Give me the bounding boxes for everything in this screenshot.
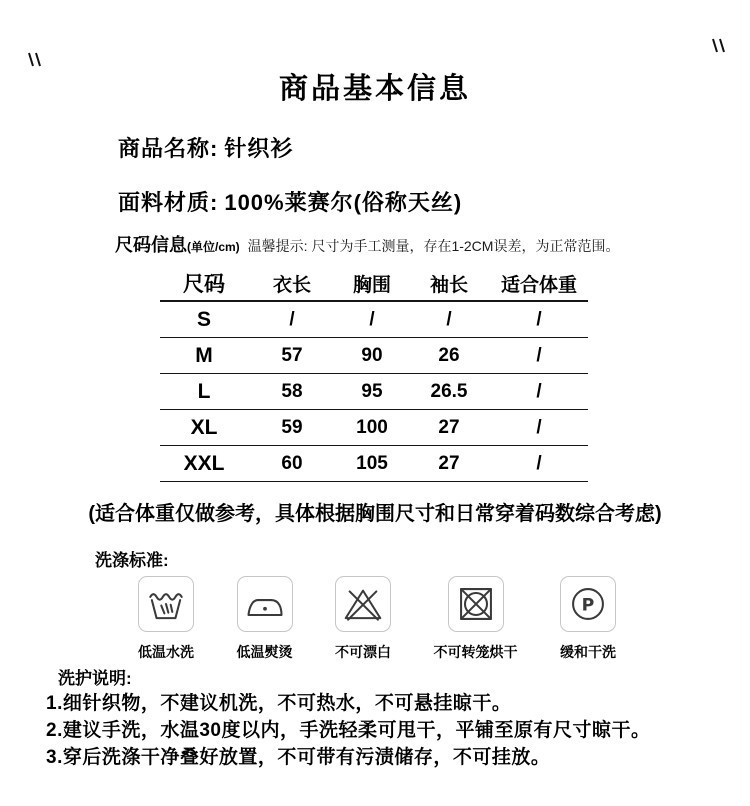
washing-standard-title: 洗涤标准: — [95, 551, 169, 570]
table-row-s — [160, 302, 588, 338]
table-row-xl — [160, 410, 588, 446]
washing-icons-row — [138, 576, 616, 662]
decorative-mark — [708, 36, 728, 56]
care-line-3: 3.穿后洗涤干净叠好放置，不可带有污渍储存，不可挂放。 — [46, 747, 551, 768]
svg-text:P: P — [581, 595, 595, 616]
size-info-tip: 温馨提示: 尺寸为手工测量，存在1-2CM误差，为正常范围。 — [247, 238, 620, 254]
cell-size: XL — [190, 415, 218, 439]
size-info-unit: (单位/cm) — [187, 240, 240, 254]
fabric-material-row — [118, 186, 462, 217]
size-table-header — [160, 266, 588, 302]
table-row-l — [160, 374, 588, 410]
care-line-2: 2.建议手洗，水温30度以内，手洗轻柔可甩干，平铺至原有尺寸晾干。 — [46, 720, 651, 741]
care-instructions — [46, 690, 736, 771]
cell-sleeve: 27 — [438, 416, 460, 438]
cell-bust: 100 — [356, 416, 388, 438]
cell-length: 58 — [281, 380, 303, 402]
wash-item-hand-wash — [138, 576, 194, 662]
product-name-value: 针织衫 — [224, 136, 294, 161]
wash-label: 低温熨烫 — [236, 644, 293, 660]
size-info-row — [115, 231, 619, 257]
col-header-bust: 胸围 — [352, 274, 391, 296]
dry-clean-p-icon — [560, 576, 616, 632]
iron-icon — [237, 576, 293, 632]
table-row-m — [160, 338, 588, 374]
cell-sleeve: 26 — [438, 344, 460, 366]
wash-item-no-tumble-dry — [434, 576, 518, 662]
size-table — [160, 266, 588, 482]
wash-label: 不可转笼烘干 — [433, 644, 518, 660]
page-title: 商品基本信息 — [278, 73, 471, 105]
cell-size: L — [197, 379, 211, 403]
cell-length: 57 — [281, 344, 303, 366]
cell-sleeve: 27 — [438, 452, 460, 474]
cell-bust: 105 — [356, 452, 388, 474]
col-header-length: 衣长 — [272, 274, 311, 296]
cell-length: / — [289, 308, 295, 330]
cell-weight: / — [536, 344, 542, 366]
cell-size: M — [195, 343, 213, 367]
cell-weight: / — [536, 308, 542, 330]
cell-bust: 90 — [361, 344, 383, 366]
cell-sleeve: / — [446, 308, 452, 330]
col-header-weight: 适合体重 — [500, 274, 577, 296]
cell-size: S — [196, 307, 211, 331]
cell-weight: / — [536, 380, 542, 402]
care-line-1: 1.细针织物，不建议机洗，不可热水，不可悬挂晾干。 — [46, 693, 512, 714]
cell-weight: / — [536, 452, 542, 474]
weight-reference-note: (适合体重仅做参考，具体根据胸围尺寸和日常穿着码数综合考虑) — [88, 503, 662, 525]
wash-item-no-bleach — [335, 576, 391, 662]
col-header-size: 尺码 — [183, 273, 225, 296]
product-name-label: 商品名称: — [118, 136, 219, 161]
cell-size: XXL — [183, 451, 225, 475]
wash-item-iron — [237, 576, 293, 662]
no-tumble-dry-icon — [448, 576, 504, 632]
cell-bust: / — [369, 308, 375, 330]
size-info-label: 尺码信息 — [115, 235, 187, 255]
cell-sleeve: 26.5 — [430, 380, 468, 402]
col-header-sleeve: 袖长 — [429, 274, 468, 296]
wash-label: 缓和干洗 — [560, 644, 616, 660]
hand-wash-icon — [138, 576, 194, 632]
cell-length: 60 — [281, 452, 303, 474]
no-bleach-icon — [335, 576, 391, 632]
fabric-material-label: 面料材质: — [118, 190, 219, 215]
wash-label: 不可漂白 — [335, 644, 391, 660]
cell-bust: 95 — [361, 380, 383, 402]
wash-label: 低温水洗 — [138, 644, 194, 660]
fabric-material-value: 100%莱赛尔(俗称天丝) — [224, 190, 463, 215]
table-row-xxl — [160, 446, 588, 482]
cell-length: 59 — [281, 416, 303, 438]
care-instructions-title: 洗护说明: — [58, 669, 132, 688]
wash-item-dry-clean — [560, 576, 616, 662]
cell-weight: / — [536, 416, 542, 438]
product-name-row — [118, 132, 293, 163]
